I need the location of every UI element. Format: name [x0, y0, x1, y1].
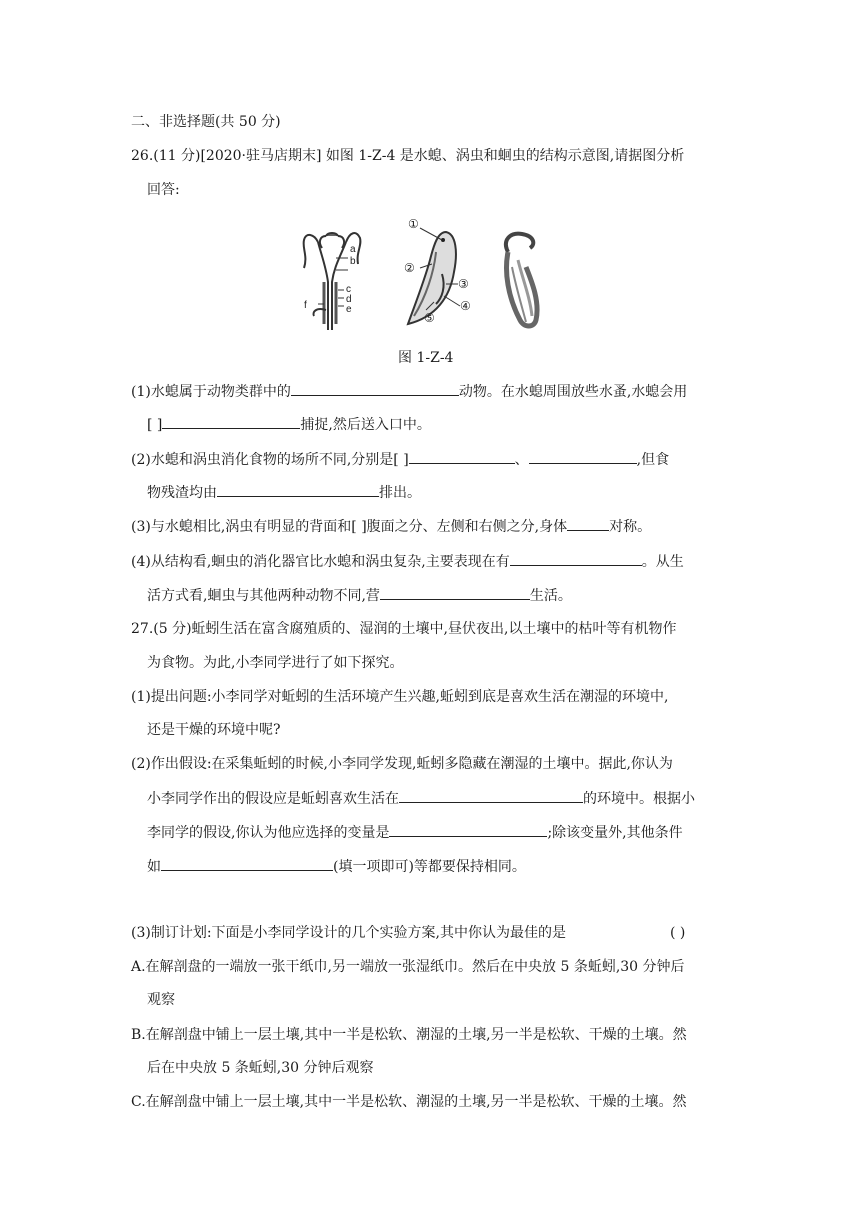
- q26-part-2-line-2: [147, 482, 421, 503]
- option-a-line-1: A.在解剖盘的一端放一张干纸巾,另一端放一张湿纸巾。然后在中央放 5 条蚯蚓,30 分钟后: [131, 959, 685, 975]
- q26-p1-text-b: 动物。在水螅周围放些水蚤,水螅会用: [458, 384, 688, 400]
- q26-part-2-line-1: [131, 449, 669, 470]
- hydra-label-c: c: [346, 284, 351, 295]
- answer-blank[interactable]: [409, 449, 515, 464]
- q27-p2-text-c: 李同学的假设,你认为他应选择的变量是: [147, 825, 390, 841]
- answer-blank[interactable]: [380, 585, 530, 600]
- answer-blank[interactable]: [217, 482, 379, 497]
- planarian-illustration: [408, 228, 460, 324]
- section-title: 二、非选择题(共 50 分): [131, 114, 281, 130]
- q26-p4-text-a: (4)从结构看,蛔虫的消化器官比水螅和涡虫复杂,主要表现在有: [131, 554, 510, 570]
- answer-blank[interactable]: [510, 551, 642, 566]
- q27-p2-text-e: 如: [147, 859, 161, 875]
- hydra-label-a: a: [350, 244, 356, 255]
- answer-bracket[interactable]: [ ]: [147, 417, 163, 433]
- q27-part-2-line-4: [147, 856, 526, 877]
- planarian-label-4: ④: [460, 299, 471, 313]
- hydra-label-f: f: [304, 300, 307, 311]
- q27-part-2-line-2: [147, 788, 695, 809]
- answer-blank[interactable]: [389, 822, 547, 837]
- hydra-label-b: b: [350, 256, 356, 267]
- q26-p4-text-d: 生活。: [529, 588, 572, 604]
- answer-blank[interactable]: [399, 788, 583, 803]
- q27-p2-text-f: (填一项即可)等都要保持相同。: [333, 859, 526, 875]
- q27-part-1-line-2: 还是干燥的环境中呢?: [147, 722, 281, 738]
- q26-p1-text-a: (1)水螅属于动物类群中的: [131, 384, 291, 400]
- q26-part-4-line-1: [131, 551, 684, 572]
- q26-p2-text-e: 排出。: [379, 485, 421, 501]
- q27-stem-line-1: 27.(5 分)蚯蚓生活在富含腐殖质的、湿润的土壤中,昼伏夜出,以土壤中的枯叶等有机物作: [131, 621, 677, 637]
- q27-p2-text-d: ;除该变量外,其他条件: [547, 825, 683, 841]
- q26-part-1-line-1: [131, 381, 687, 402]
- q27-part-2-line-1: (2)作出假设:在采集蚯蚓的时候,小李同学发现,蚯蚓多隐藏在潮湿的土壤中。据此,你认为: [131, 756, 673, 772]
- q26-stem-line-2: 回答:: [147, 182, 180, 198]
- q27-stem-line-2: 为食物。为此,小李同学进行了如下探究。: [147, 655, 404, 671]
- answer-blank[interactable]: [529, 449, 637, 464]
- option-a-line-2: 观察: [147, 992, 175, 1008]
- q26-p2-text-d: 物残渣均由: [147, 485, 217, 501]
- planarian-label-2: ②: [404, 261, 415, 275]
- answer-paren[interactable]: ( ): [670, 925, 686, 941]
- q27-part-2-line-3: [147, 822, 683, 843]
- q26-part-4-line-2: [147, 585, 572, 606]
- q27-p2-text-a: 小李同学作出的假设应是蚯蚓喜欢生活在: [147, 791, 399, 807]
- q26-p3-text-a: (3)与水螅相比,涡虫有明显的背面和[ ]腹面之分、左侧和右侧之分,身体: [131, 519, 568, 535]
- q26-p2-text-b: 、: [514, 452, 529, 468]
- figure-1-z-4: [296, 212, 566, 337]
- q26-p1-text-c: 捕捉,然后送入口中。: [300, 417, 431, 433]
- hydra-label-d: d: [346, 294, 352, 305]
- q26-p3-text-b: 对称。: [609, 519, 652, 535]
- q26-stem-line-1: 26.(11 分)[2020·驻马店期末] 如图 1-Z-4 是水螅、涡虫和蛔虫的结构示意图,请据图分析: [131, 148, 685, 164]
- answer-blank[interactable]: [567, 516, 609, 531]
- q27-part-3-stem: (3)制订计划:下面是小李同学设计的几个实验方案,其中你认为最佳的是: [131, 925, 566, 941]
- planarian-label-3: ③: [458, 277, 469, 291]
- answer-blank[interactable]: [291, 381, 459, 396]
- q26-p2-text-c: ,但食: [636, 452, 670, 468]
- planarian-label-1: ①: [408, 217, 419, 231]
- figure-caption: 图 1-Z-4: [398, 350, 454, 366]
- q26-p2-text-a: (2)水螅和涡虫消化食物的场所不同,分别是[ ]: [131, 452, 409, 468]
- planarian-label-5: ⑤: [424, 311, 435, 325]
- answer-blank[interactable]: [162, 414, 300, 429]
- q26-part-1-line-2: [147, 414, 431, 435]
- q27-p2-text-b: 的环境中。根据小: [583, 791, 695, 807]
- option-b-line-1: B.在解剖盘中铺上一层土壤,其中一半是松软、潮湿的土壤,另一半是松软、干燥的土壤。然: [131, 1027, 687, 1043]
- option-b-line-2: 后在中央放 5 条蚯蚓,30 分钟后观察: [147, 1060, 374, 1076]
- q26-p4-text-c: 活方式看,蛔虫与其他两种动物不同,营: [147, 588, 380, 604]
- q26-p4-text-b: 。从生: [641, 554, 684, 570]
- answer-blank[interactable]: [161, 856, 333, 871]
- option-c-line-1: C.在解剖盘中铺上一层土壤,其中一半是松软、潮湿的土壤,另一半是松软、干燥的土壤。然: [131, 1094, 687, 1110]
- roundworm-illustration: [506, 234, 537, 326]
- q26-part-3: [131, 516, 651, 537]
- hydra-label-e: e: [346, 304, 352, 315]
- q27-part-1-line-1: (1)提出问题:小李同学对蚯蚓的生活环境产生兴趣,蚯蚓到底是喜欢生活在潮湿的环境中,: [131, 689, 669, 705]
